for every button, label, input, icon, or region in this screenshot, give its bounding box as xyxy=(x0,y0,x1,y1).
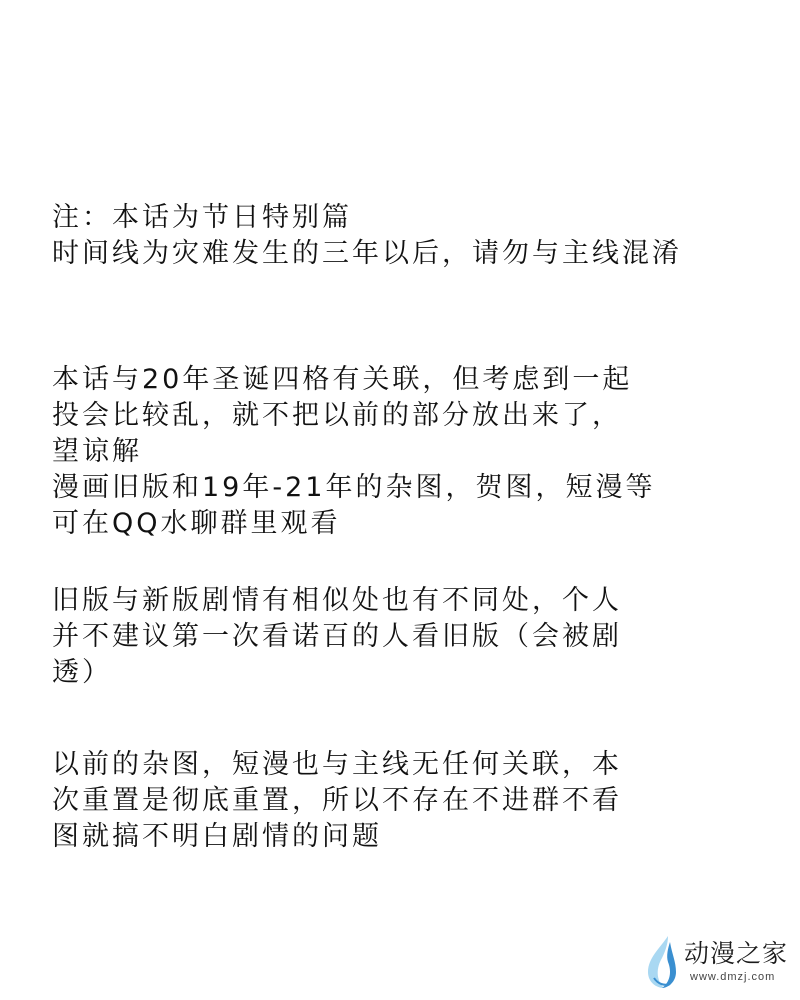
intro-line: 望谅解 xyxy=(52,436,142,467)
intro-line: 投会比较乱，就不把以前的部分放出来了， xyxy=(52,400,622,431)
version-line: 并不建议第一次看诺百的人看旧版（会被剧 xyxy=(52,621,622,652)
watermark-url: www.dmzj.com xyxy=(690,971,776,983)
intro-line: 本话与20年圣诞四格有关联，但考虑到一起 xyxy=(52,364,633,395)
past-sketches-note xyxy=(52,747,752,855)
droplet-logo-icon xyxy=(640,934,682,990)
related-content-note xyxy=(52,362,752,542)
sketch-line: 次重置是彻底重置，所以不存在不进群不看 xyxy=(52,785,622,816)
note-line: 时间线为灾难发生的三年以后，请勿与主线混淆 xyxy=(52,238,682,269)
sketch-line: 图就搞不明白剧情的问题 xyxy=(52,821,382,852)
site-watermark xyxy=(640,934,790,990)
version-line: 旧版与新版剧情有相似处也有不同处，个人 xyxy=(52,585,622,616)
version-comparison-note xyxy=(52,583,752,691)
version-line: 透） xyxy=(52,657,112,688)
intro-line: 漫画旧版和19年-21年的杂图，贺图，短漫等 xyxy=(52,472,656,503)
watermark-brand: 动漫之家 xyxy=(684,939,789,968)
special-episode-note xyxy=(52,200,752,272)
intro-line: 可在QQ水聊群里观看 xyxy=(52,508,341,539)
note-line: 注：本话为节日特别篇 xyxy=(52,202,352,233)
sketch-line: 以前的杂图，短漫也与主线无任何关联，本 xyxy=(52,749,622,780)
